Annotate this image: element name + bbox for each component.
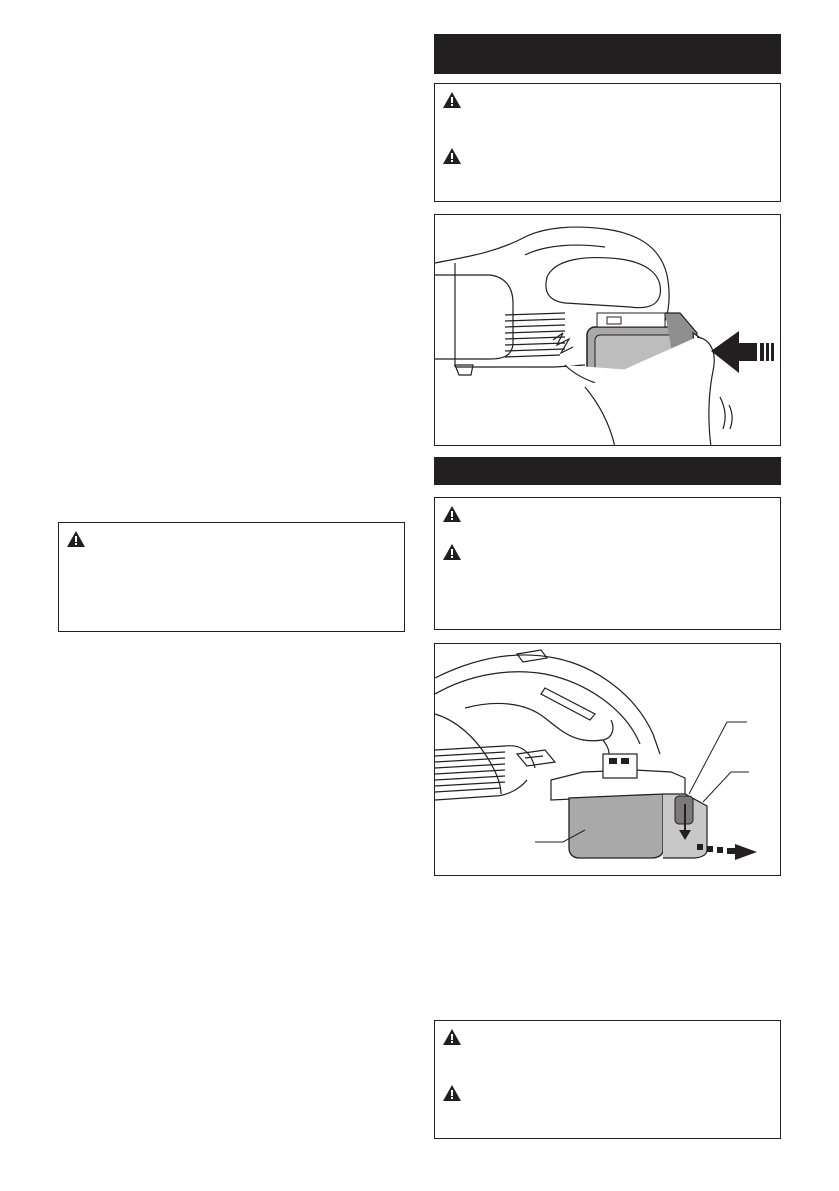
push-arrow-icon [711, 331, 774, 373]
warning-triangle-icon [67, 531, 85, 547]
caution-box-2 [434, 497, 781, 630]
battery-insert-illustration [435, 215, 781, 446]
warning-triangle-icon [443, 1085, 461, 1101]
caution-box-1 [434, 83, 781, 202]
warning-triangle-icon [443, 1029, 461, 1045]
warning-triangle-icon [443, 148, 461, 164]
figure-battery-insert [434, 214, 781, 446]
warning-triangle-icon [443, 92, 461, 108]
figure-battery-remove [434, 643, 781, 876]
warning-box-left [58, 522, 405, 632]
section-header-bar-removing [434, 457, 781, 485]
battery-remove-illustration [435, 644, 781, 876]
section-header-bar-installing [434, 34, 781, 74]
caution-box-3 [434, 1020, 781, 1139]
warning-triangle-icon [443, 544, 461, 560]
warning-triangle-icon [443, 506, 461, 522]
